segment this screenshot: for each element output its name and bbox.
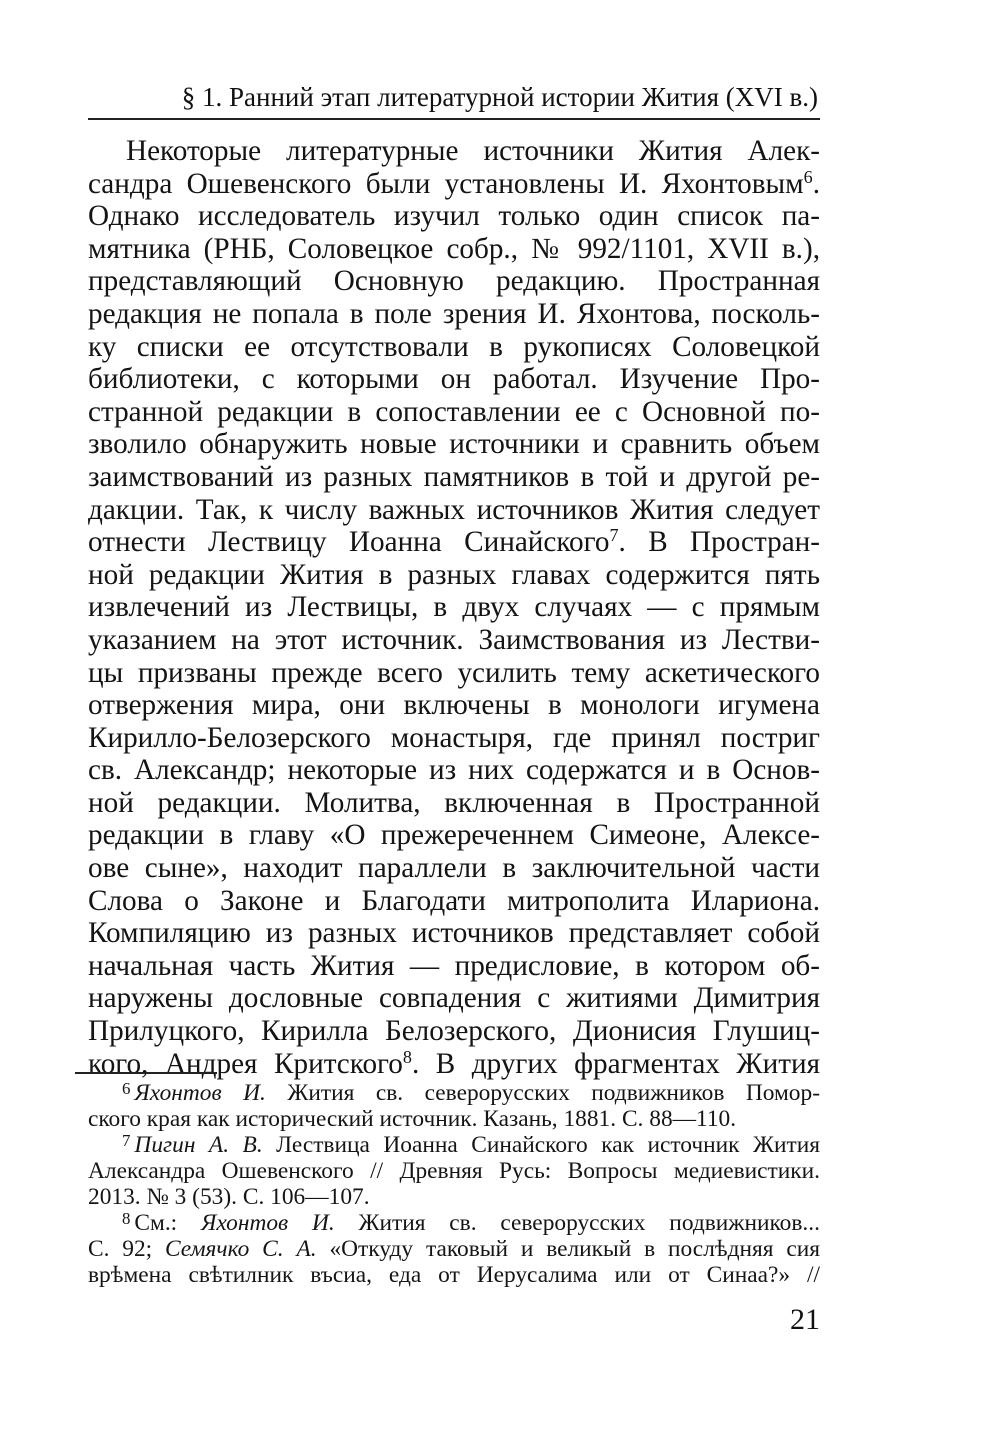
- text-line: представляющий Основную редакцию. Пространная: [88, 265, 820, 298]
- footnote-8-cont: врѣмена свѣтилник въсиа, еда от Иерусалима или от Синаа?» //: [88, 1262, 820, 1288]
- footnote-6: [88, 1080, 820, 1106]
- footnote-text: «Откуду таковый и великый в послѣдняя сия: [329, 1236, 821, 1262]
- running-head: § 1. Ранний этап литературной истории Жития (XVI в.): [181, 82, 818, 112]
- text-fragment: В других фрагментах Жития: [435, 1047, 820, 1080]
- text-fragment: кого, Андрея Критского: [88, 1047, 403, 1080]
- footnote-number: 6: [122, 1079, 131, 1099]
- text-line: отвержения мира, они включены в монологи игумена: [88, 689, 820, 722]
- footnote-number: 8: [122, 1209, 131, 1229]
- text-line: [88, 1048, 820, 1081]
- footnote-author: Пигин А. В.: [134, 1132, 263, 1158]
- header-rule: [88, 118, 820, 120]
- footnote-author: Семячко С. А.: [165, 1236, 317, 1262]
- text-line: Кирилло-Белозерского монастыря, где принял постриг: [88, 721, 820, 754]
- text-line: библиотеки, с которыми он работал. Изучение Про-: [88, 363, 820, 396]
- footnote-ref-6[interactable]: 6: [803, 166, 813, 187]
- text-line: Некоторые литературные источники Жития Алек-: [126, 135, 820, 167]
- text-line: заимствований из разных памятников в той и другой ре-: [88, 460, 820, 493]
- text-fragment: сандра Ошевенского были установлены И. Яхонтовым: [88, 167, 804, 200]
- text-line: странной редакции в сопоставлении ее с Основной по-: [88, 395, 820, 428]
- text-fragment: . В Простран-: [618, 526, 820, 559]
- page-number: 21: [790, 1303, 820, 1336]
- text-line: Однако исследователь изучил только один список па-: [88, 200, 820, 233]
- text-line: ку списки ее отсутствовали в рукописях Соловецкой: [88, 330, 820, 363]
- footnote-text: Жития св. северорусских подвижников...: [358, 1210, 820, 1236]
- footnote-author: Яхонтов И.: [134, 1080, 266, 1106]
- footnote-separator: [75, 1072, 217, 1074]
- text-line: указанием на этот источник. Заимствования из Лестви-: [88, 623, 820, 656]
- main-text: [88, 135, 820, 1080]
- footnote-8-cont: [88, 1236, 820, 1262]
- text-line: Прилуцкого, Кирилла Белозерского, Дионисия Глушиц-: [88, 1015, 820, 1048]
- footnote-text: С. 92;: [88, 1236, 153, 1262]
- text-line: наружены дословные совпадения с житиями Димитрия: [88, 982, 820, 1015]
- text-line: св. Александр; некоторые из них содержатся и в Основ-: [88, 754, 820, 787]
- footnote-7-cont: Александра Ошевенского // Древняя Русь: Вопросы медиевистики.: [88, 1158, 820, 1184]
- text-line: дакции. Так, к числу важных источников Жития следует: [88, 493, 820, 526]
- footnotes: [88, 1080, 820, 1288]
- text-line: ной редакции Жития в разных главах содержится пять: [88, 558, 820, 591]
- footnote-7: [88, 1132, 820, 1158]
- text-line: [88, 168, 820, 201]
- text-line: Компиляцию из разных источников представляет собой: [88, 917, 820, 950]
- text-line: ове сыне», находит параллели в заключительной части: [88, 852, 820, 885]
- text-line: зволило обнаружить новые источники и сравнить объем: [88, 428, 820, 461]
- text-fragment: .: [812, 167, 820, 200]
- text-line: ной редакции. Молитва, включенная в Пространной: [88, 786, 820, 819]
- text-line: редакции в главу «О прежереченнем Симеоне, Алексе-: [88, 819, 820, 852]
- text-line: редакция не попала в поле зрения И. Яхонтова, посколь-: [88, 297, 820, 330]
- footnote-ref-8[interactable]: 8: [402, 1046, 412, 1067]
- text-fragment: отнести Лествицу Иоанна Синайского: [88, 526, 610, 559]
- footnote-text: Лествица Иоанна Синайского как источник Жития: [276, 1132, 820, 1158]
- footnote-6-cont: ского края как исторический источник. Казань, 1881. С. 88—110.: [88, 1106, 737, 1132]
- footnote-number: 7: [122, 1131, 131, 1151]
- text-fragment: .: [411, 1047, 420, 1080]
- footnote-8: [88, 1210, 820, 1236]
- footnote-7-cont: 2013. № 3 (53). С. 106—107.: [88, 1184, 370, 1210]
- text-line: начальная часть Жития — предисловие, в котором об-: [88, 949, 820, 982]
- text-line: цы призваны прежде всего усилить тему аскетического: [88, 656, 820, 689]
- text-line: [88, 526, 820, 559]
- footnote-text: Жития св. северорусских подвижников Помор-: [287, 1080, 820, 1106]
- text-line: Слова о Законе и Благодати митрополита Илариона.: [88, 884, 820, 917]
- footnote-author: Яхонтов И.: [200, 1210, 335, 1236]
- footnote-ref-7[interactable]: 7: [609, 525, 619, 546]
- text-line: извлечений из Лествицы, в двух случаях — с прямым: [88, 591, 820, 624]
- text-line: мятника (РНБ, Соловецкое собр., № 992/1101, XVII в.),: [88, 232, 820, 265]
- footnote-text: См.:: [134, 1210, 178, 1236]
